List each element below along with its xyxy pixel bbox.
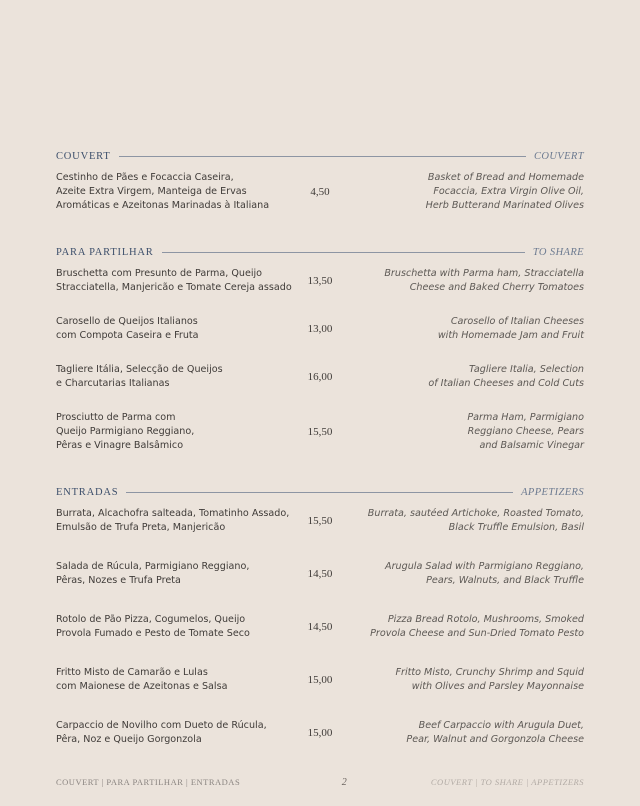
item-description-en: Bruschetta with Parma ham, Stracciatella Cheese and Baked Cherry Tomatoes xyxy=(384,268,584,293)
section-title-pt: ENTRADAS xyxy=(56,486,119,498)
menu-item xyxy=(56,315,584,343)
item-price: 16,00 xyxy=(307,371,333,383)
item-description-pt: Carosello de Queijos Italianos com Compota Caseira e Fruta xyxy=(56,316,199,341)
menu-item xyxy=(56,507,584,535)
item-description-en: Burrata, sautéed Artichoke, Roasted Tomato, Black Truffle Emulsion, Basil xyxy=(367,508,584,533)
page-number: 2 xyxy=(341,776,348,788)
item-description-en: Tagliere Italia, Selection of Italian Cheeses and Cold Cuts xyxy=(428,364,584,389)
section-header xyxy=(56,149,584,163)
menu-item xyxy=(56,171,584,213)
section-title-en: APPETIZERS xyxy=(521,486,584,498)
menu-item xyxy=(56,560,584,588)
item-description-pt: Burrata, Alcachofra salteada, Tomatinho Assado, Emulsão de Trufa Preta, Manjericão xyxy=(56,508,290,533)
item-price: 15,50 xyxy=(307,426,333,438)
item-price: 13,50 xyxy=(307,275,333,287)
item-price: 4,50 xyxy=(310,186,330,198)
divider xyxy=(119,156,526,157)
item-price: 13,00 xyxy=(307,323,333,335)
menu-item xyxy=(56,267,584,295)
menu-item xyxy=(56,719,584,747)
section-entradas xyxy=(56,485,584,772)
section-title-en: TO SHARE xyxy=(532,246,584,258)
item-description-pt: Bruschetta com Presunto de Parma, Queijo Stracciatella, Manjericão e Tomate Cereja assado xyxy=(56,268,292,293)
item-description-en: Beef Carpaccio with Arugula Duet, Pear, Walnut and Gorgonzola Cheese xyxy=(406,720,584,745)
divider xyxy=(126,492,513,493)
menu-item xyxy=(56,411,584,453)
item-description-pt: Rotolo de Pão Pizza, Cogumelos, Queijo Provola Fumado e Pesto de Tomate Seco xyxy=(56,614,250,639)
divider xyxy=(162,252,525,253)
menu-item xyxy=(56,666,584,694)
footer-sections-pt: COUVERT | PARA PARTILHAR | ENTRADAS xyxy=(56,777,241,787)
footer xyxy=(56,776,584,788)
item-description-pt: Carpaccio de Novilho com Dueto de Rúcula, Pêra, Noz e Queijo Gorgonzola xyxy=(56,720,267,745)
section-couvert xyxy=(56,149,584,213)
section-header xyxy=(56,245,584,259)
item-description-en: Carosello of Italian Cheeses with Homemade Jam and Fruit xyxy=(437,316,584,341)
item-description-en: Pizza Bread Rotolo, Mushrooms, Smoked Provola Cheese and Sun-Dried Tomato Pesto xyxy=(370,614,584,639)
item-price: 14,50 xyxy=(307,621,333,633)
item-description-en: Basket of Bread and Homemade Focaccia, Extra Virgin Olive Oil, Herb Butterand Marinated Olives xyxy=(425,172,584,211)
menu-item xyxy=(56,363,584,391)
item-description-pt: Tagliere Itália, Selecção de Queijos e Charcutarias Italianas xyxy=(56,364,223,389)
item-price: 15,50 xyxy=(307,515,333,527)
item-description-pt: Fritto Misto de Camarão e Lulas com Maionese de Azeitonas e Salsa xyxy=(56,667,228,692)
footer-sections-en: COUVERT | TO SHARE | APPETIZERS xyxy=(430,777,584,787)
item-description-en: Arugula Salad with Parmigiano Reggiano, Pears, Walnuts, and Black Truffle xyxy=(385,561,584,586)
section-title-en: COUVERT xyxy=(533,150,584,162)
menu-item xyxy=(56,613,584,641)
item-description-en: Parma Ham, Parmigiano Reggiano Cheese, Pears and Balsamic Vinegar xyxy=(467,412,584,451)
section-header xyxy=(56,485,584,499)
section-title-pt: PARA PARTILHAR xyxy=(56,246,154,258)
item-description-pt: Prosciutto de Parma com Queijo Parmigiano Reggiano, Pêras e Vinagre Balsâmico xyxy=(56,412,195,451)
item-price: 15,00 xyxy=(307,674,333,686)
item-description-pt: Salada de Rúcula, Parmigiano Reggiano, Pêras, Nozes e Trufa Preta xyxy=(56,561,250,586)
item-description-pt: Cestinho de Pães e Focaccia Caseira, Azeite Extra Virgem, Manteiga de Ervas Aromáticas e Azeitonas Marinadas à Italiana xyxy=(56,172,270,211)
item-price: 15,00 xyxy=(307,727,333,739)
section-para-partilhar xyxy=(56,245,584,473)
item-price: 14,50 xyxy=(307,568,333,580)
item-description-en: Fritto Misto, Crunchy Shrimp and Squid with Olives and Parsley Mayonnaise xyxy=(395,667,584,692)
section-title-pt: COUVERT xyxy=(56,150,111,162)
